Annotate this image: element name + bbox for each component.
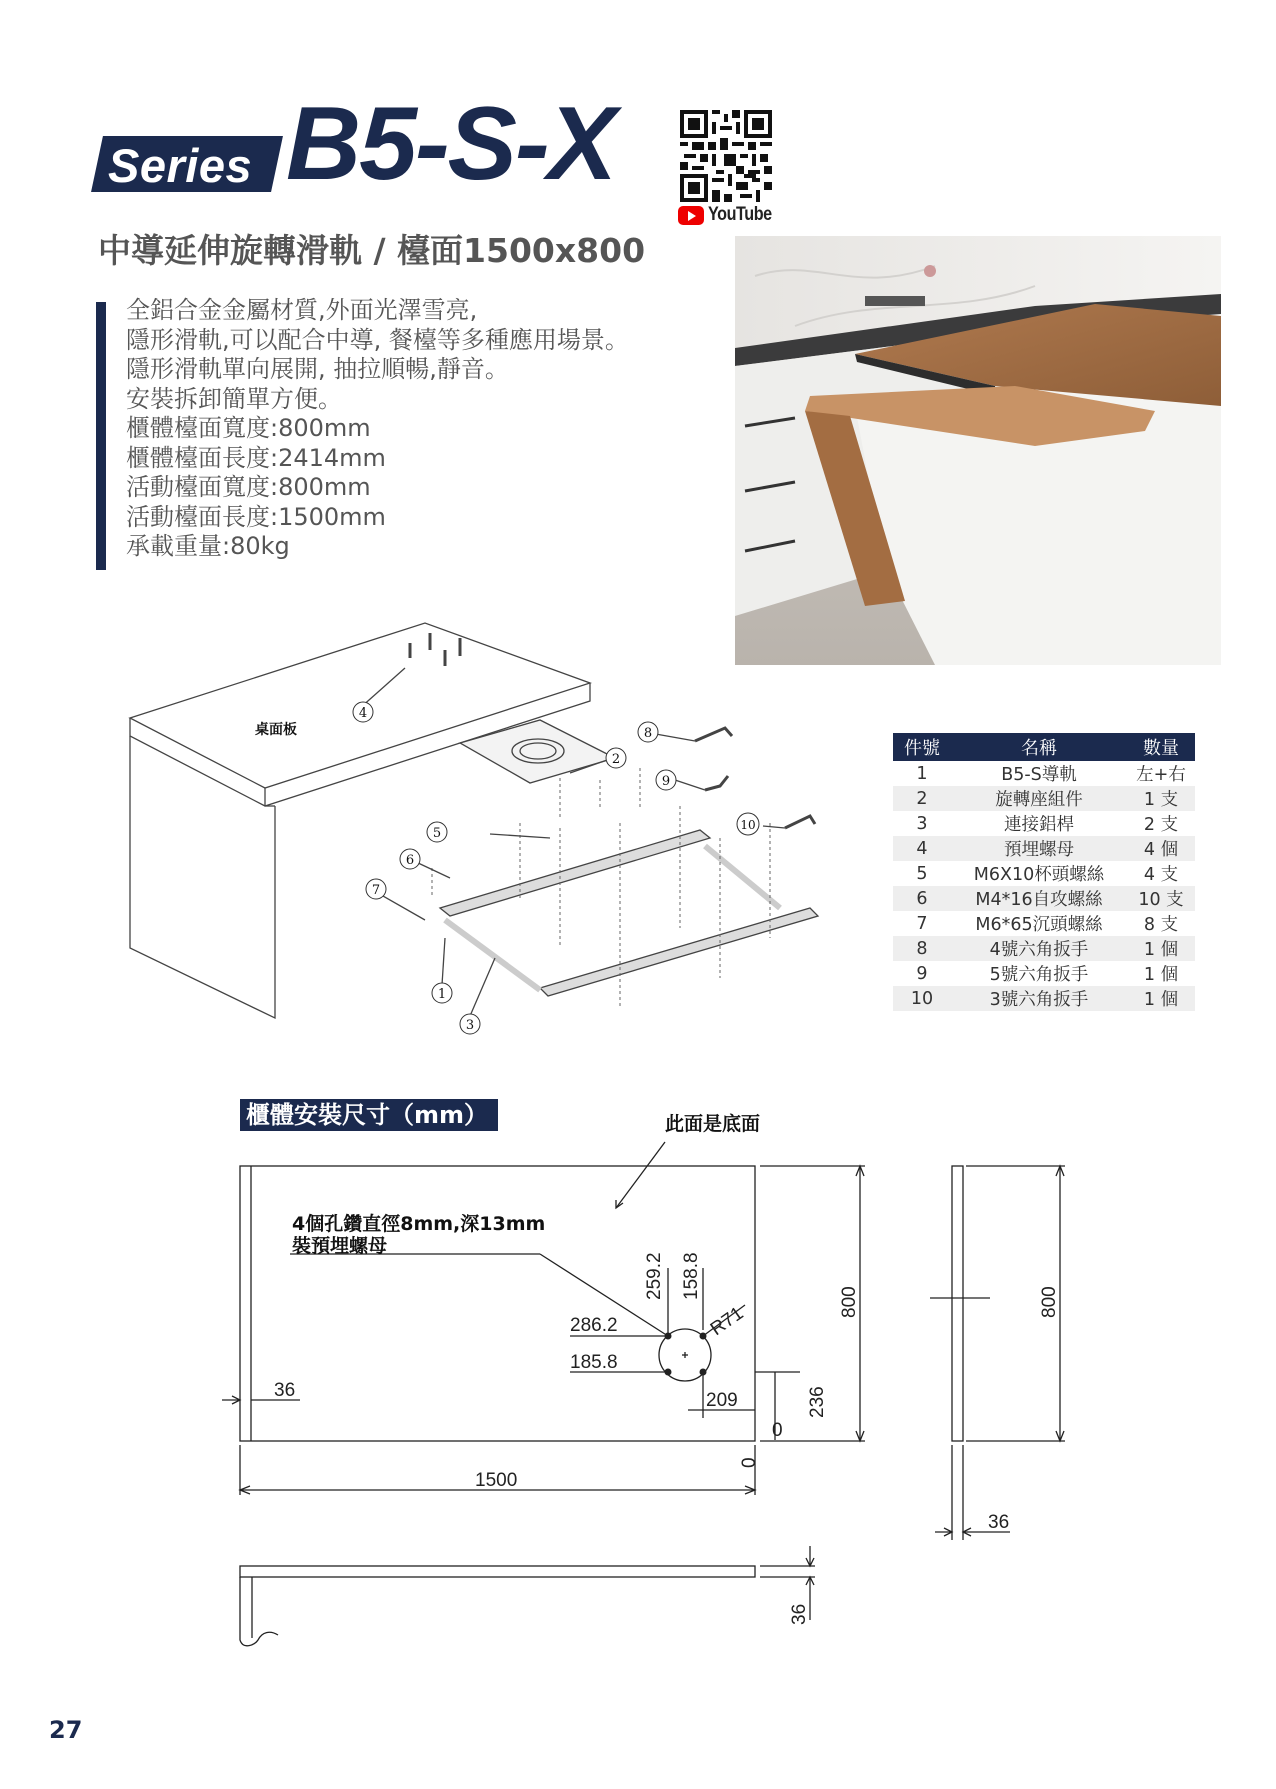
table-row: 1 B5-S導軌 左+右	[916, 763, 1186, 785]
callout-3	[460, 1014, 480, 1034]
feature-line: 承載重量:80kg	[126, 532, 290, 560]
svg-text:10: 10	[740, 818, 756, 832]
svg-text:4: 4	[358, 706, 368, 721]
table-row: 4 預埋螺母 4 個	[893, 836, 1195, 861]
page-number: 27	[49, 1716, 83, 1744]
model-title: B5-S-X	[286, 86, 615, 202]
callout-4	[353, 702, 373, 722]
callout-7	[366, 879, 386, 899]
dim-1500: 1500	[475, 1470, 518, 1491]
section-title: 櫃體安裝尺寸（mm）	[240, 1099, 498, 1131]
feature-list	[126, 296, 629, 562]
youtube-label: YouTube	[708, 204, 772, 225]
svg-text:7: 7	[371, 883, 381, 898]
table-row: 5 M6X10杯頭螺絲 4 支	[916, 863, 1179, 885]
bottom-face-note: 此面是底面	[665, 1113, 761, 1135]
feature-line: 櫃體檯面寬度:800mm	[126, 414, 371, 442]
col-header-name: 名稱	[951, 733, 1127, 761]
dim-zero-b: 0	[739, 1457, 760, 1468]
col-header-qty: 數量	[1127, 733, 1195, 761]
product-subtitle: 中導延伸旋轉滑軌 / 檯面1500x800	[98, 231, 646, 270]
callout-9	[656, 770, 676, 790]
callout-1	[432, 983, 452, 1003]
feature-line: 櫃體檯面長度:2414mm	[126, 443, 386, 472]
callout-8	[638, 722, 658, 742]
dim-286-2: 286.2	[570, 1315, 618, 1336]
col-header-part-no: 件號	[893, 733, 951, 761]
hole-note-line-1: 4個孔鑽直徑8mm,深13mm	[292, 1213, 546, 1235]
series-word: Series	[108, 139, 253, 192]
parts-table	[893, 733, 1195, 1011]
svg-text:9: 9	[661, 774, 671, 789]
feature-line: 安裝拆卸簡單方便。	[126, 384, 342, 413]
feature-line: 活動檯面寬度:800mm	[126, 473, 371, 501]
dim-800-side: 800	[1039, 1286, 1060, 1318]
hole-note-line-2: 裝預埋螺母	[292, 1235, 388, 1257]
feature-accent-bar	[96, 302, 106, 570]
dim-800-front: 800	[839, 1286, 860, 1318]
svg-text:5: 5	[432, 826, 442, 841]
dim-209: 209	[706, 1390, 738, 1411]
table-row: 3 連接鋁桿 2 支	[916, 813, 1179, 835]
table-row: 9 5號六角扳手 1 個	[916, 963, 1179, 985]
svg-text:6: 6	[405, 853, 415, 868]
dim-36-side: 36	[988, 1512, 1010, 1533]
tabletop-label: 桌面板	[255, 722, 297, 738]
product-photo	[735, 236, 1221, 665]
table-row: 2 旋轉座組件 1 支	[893, 786, 1195, 811]
youtube-link[interactable]	[678, 204, 783, 226]
callout-6	[400, 849, 420, 869]
svg-text:3: 3	[465, 1018, 475, 1033]
dim-r71: R71	[706, 1302, 748, 1341]
dim-185-8: 185.8	[570, 1352, 618, 1373]
svg-text:1: 1	[437, 987, 447, 1002]
dim-259-2: 259.2	[644, 1252, 665, 1300]
callout-10	[737, 813, 759, 835]
exploded-assembly-drawing	[120, 608, 840, 1038]
callout-5	[427, 822, 447, 842]
svg-text:8: 8	[643, 726, 653, 741]
dim-36-bottom: 36	[789, 1603, 810, 1625]
feature-line: 活動檯面長度:1500mm	[126, 502, 386, 531]
table-row: 10 3號六角扳手 1 個	[893, 986, 1195, 1011]
dim-zero-a: 0	[772, 1420, 783, 1441]
feature-line: 隱形滑軌,可以配合中導, 餐檯等多種應用場景。	[126, 325, 629, 354]
dim-36-left: 36	[274, 1380, 296, 1401]
dim-158-8: 158.8	[681, 1252, 702, 1300]
table-row: 6 M4*16自攻螺絲 10 支	[893, 886, 1195, 911]
feature-line: 隱形滑軌單向展開, 抽拉順暢,靜音。	[126, 355, 509, 383]
callout-2	[606, 748, 626, 768]
dim-236: 236	[807, 1386, 828, 1418]
youtube-play-icon	[678, 206, 704, 225]
feature-line: 全鋁合金金屬材質,外面光澤雪亮,	[126, 296, 478, 324]
installation-dimension-drawing	[0, 1100, 1276, 1660]
qr-code[interactable]	[680, 110, 772, 202]
table-row: 8 4號六角扳手 1 個	[893, 936, 1195, 961]
table-row: 7 M6*65沉頭螺絲 8 支	[916, 913, 1179, 935]
svg-text:2: 2	[611, 752, 621, 767]
